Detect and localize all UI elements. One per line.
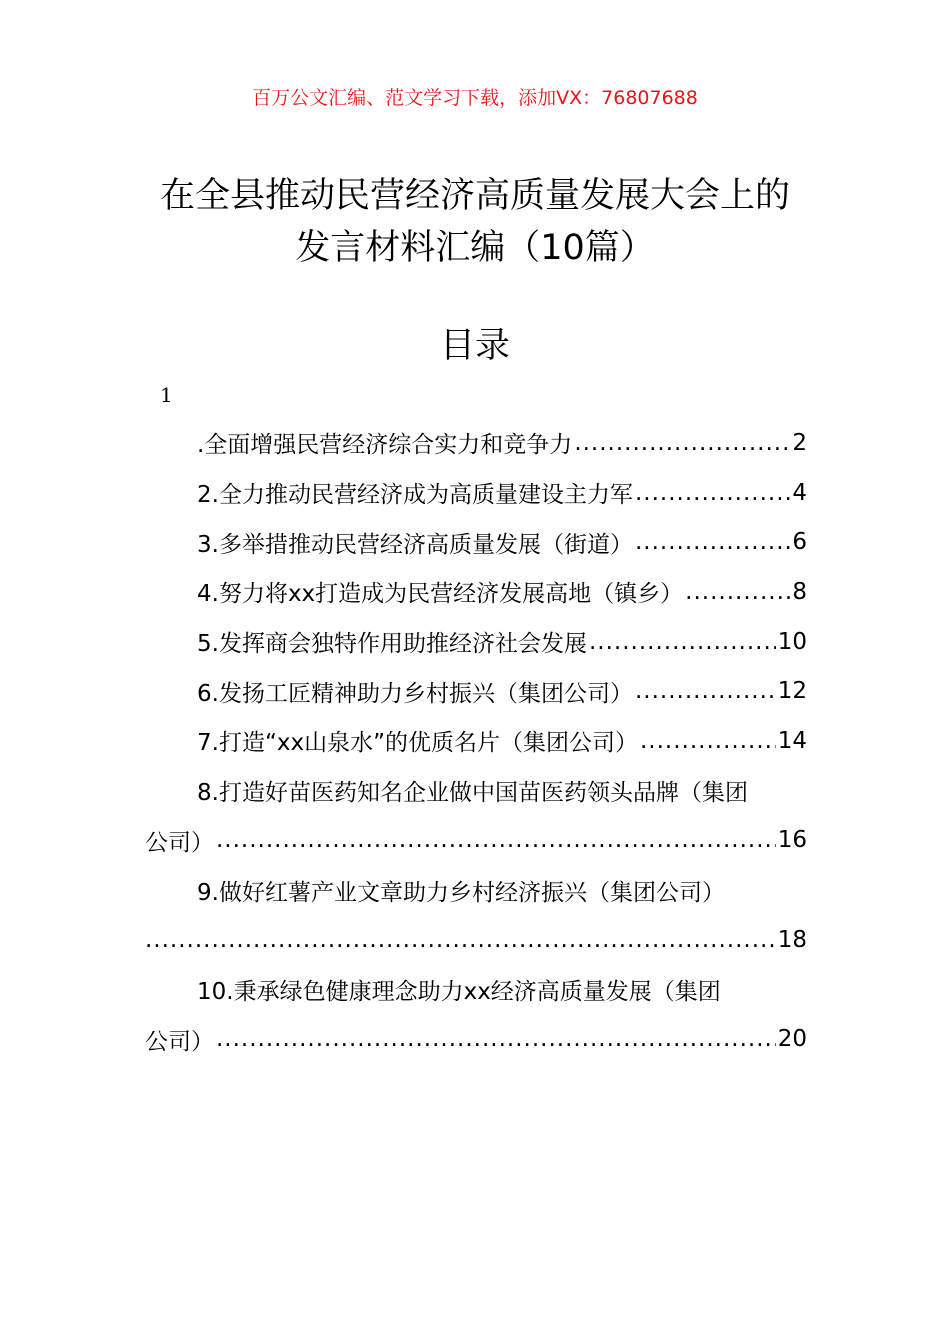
toc-entry-label: 公司）: [145, 829, 214, 856]
toc-entry-line: [145, 816, 807, 866]
toc-leader-dots: [685, 579, 790, 605]
table-of-contents: [145, 418, 807, 1064]
toc-entry-label: 4.努力将xx打造成为民营经济发展高地（镇乡）: [197, 581, 684, 608]
toc-entry-line: [145, 965, 807, 1015]
toc-entry-page: 16: [777, 827, 807, 854]
toc-leader-dots: [574, 430, 790, 456]
toc-entry-line: [145, 1014, 807, 1064]
toc-entry-line: [145, 915, 807, 965]
toc-entry-2[interactable]: [145, 468, 807, 518]
toc-entry-label: 8.打造好苗医药知名企业做中国苗医药领头品牌（集团: [197, 780, 748, 807]
toc-level-marker: 1: [160, 383, 173, 407]
toc-entry-3[interactable]: [145, 517, 807, 567]
toc-entry-1[interactable]: [145, 418, 807, 468]
document-title: [0, 170, 950, 274]
toc-entry-page: 8: [792, 578, 807, 605]
toc-entry-label: 5.发挥商会独特作用助推经济社会发展: [197, 631, 587, 658]
toc-leader-dots: [589, 629, 776, 655]
toc-leader-dots: [216, 1026, 776, 1052]
toc-entry-page: 4: [792, 479, 807, 506]
toc-entry-label: 3.多举措推动民营经济高质量发展（街道）: [197, 531, 633, 558]
toc-entry-label: 公司）: [145, 1028, 214, 1055]
toc-leader-dots: [635, 678, 776, 704]
toc-entry-page: 2: [792, 429, 807, 456]
toc-heading: 目录: [439, 326, 510, 366]
toc-entry-7[interactable]: [145, 716, 807, 766]
toc-entry-8[interactable]: [145, 766, 807, 865]
toc-entry-page: 6: [792, 529, 807, 556]
toc-entry-page: 20: [777, 1026, 807, 1053]
toc-entry-4[interactable]: [145, 567, 807, 617]
title-line-2: 发言材料汇编（10篇）: [295, 228, 655, 268]
toc-leader-dots: [635, 480, 790, 506]
toc-entry-line: [145, 766, 807, 816]
toc-entry-page: 10: [777, 628, 807, 655]
toc-entry-page: 18: [777, 926, 807, 953]
toc-entry-page: 14: [777, 727, 807, 754]
toc-entry-line: [145, 865, 807, 915]
toc-entry-label: .全面增强民营经济综合实力和竞争力: [197, 432, 573, 459]
toc-leader-dots: [145, 927, 776, 953]
title-line-1: 在全县推动民营经济高质量发展大会上的: [159, 176, 790, 216]
toc-leader-dots: [216, 827, 776, 853]
toc-entry-label: 9.做好红薯产业文章助力乡村经济振兴（集团公司）: [197, 879, 725, 906]
toc-leader-dots: [635, 529, 790, 555]
toc-entry-page: 12: [777, 678, 807, 705]
toc-entry-5[interactable]: [145, 617, 807, 667]
toc-entry-label: 10.秉承绿色健康理念助力xx经济高质量发展（集团: [197, 978, 721, 1005]
toc-leader-dots: [640, 728, 776, 754]
toc-entry-label: 6.发扬工匠精神助力乡村振兴（集团公司）: [197, 680, 633, 707]
watermark-banner: 百万公文汇编、范文学习下载，添加VX：76807688: [252, 87, 698, 109]
toc-entry-label: 2.全力推动民营经济成为高质量建设主力军: [197, 482, 633, 509]
toc-entry-label: 7.打造“xx山泉水”的优质名片（集团公司）: [197, 730, 638, 757]
toc-entry-10[interactable]: [145, 965, 807, 1064]
toc-entry-9[interactable]: [145, 865, 807, 964]
toc-entry-6[interactable]: [145, 666, 807, 716]
